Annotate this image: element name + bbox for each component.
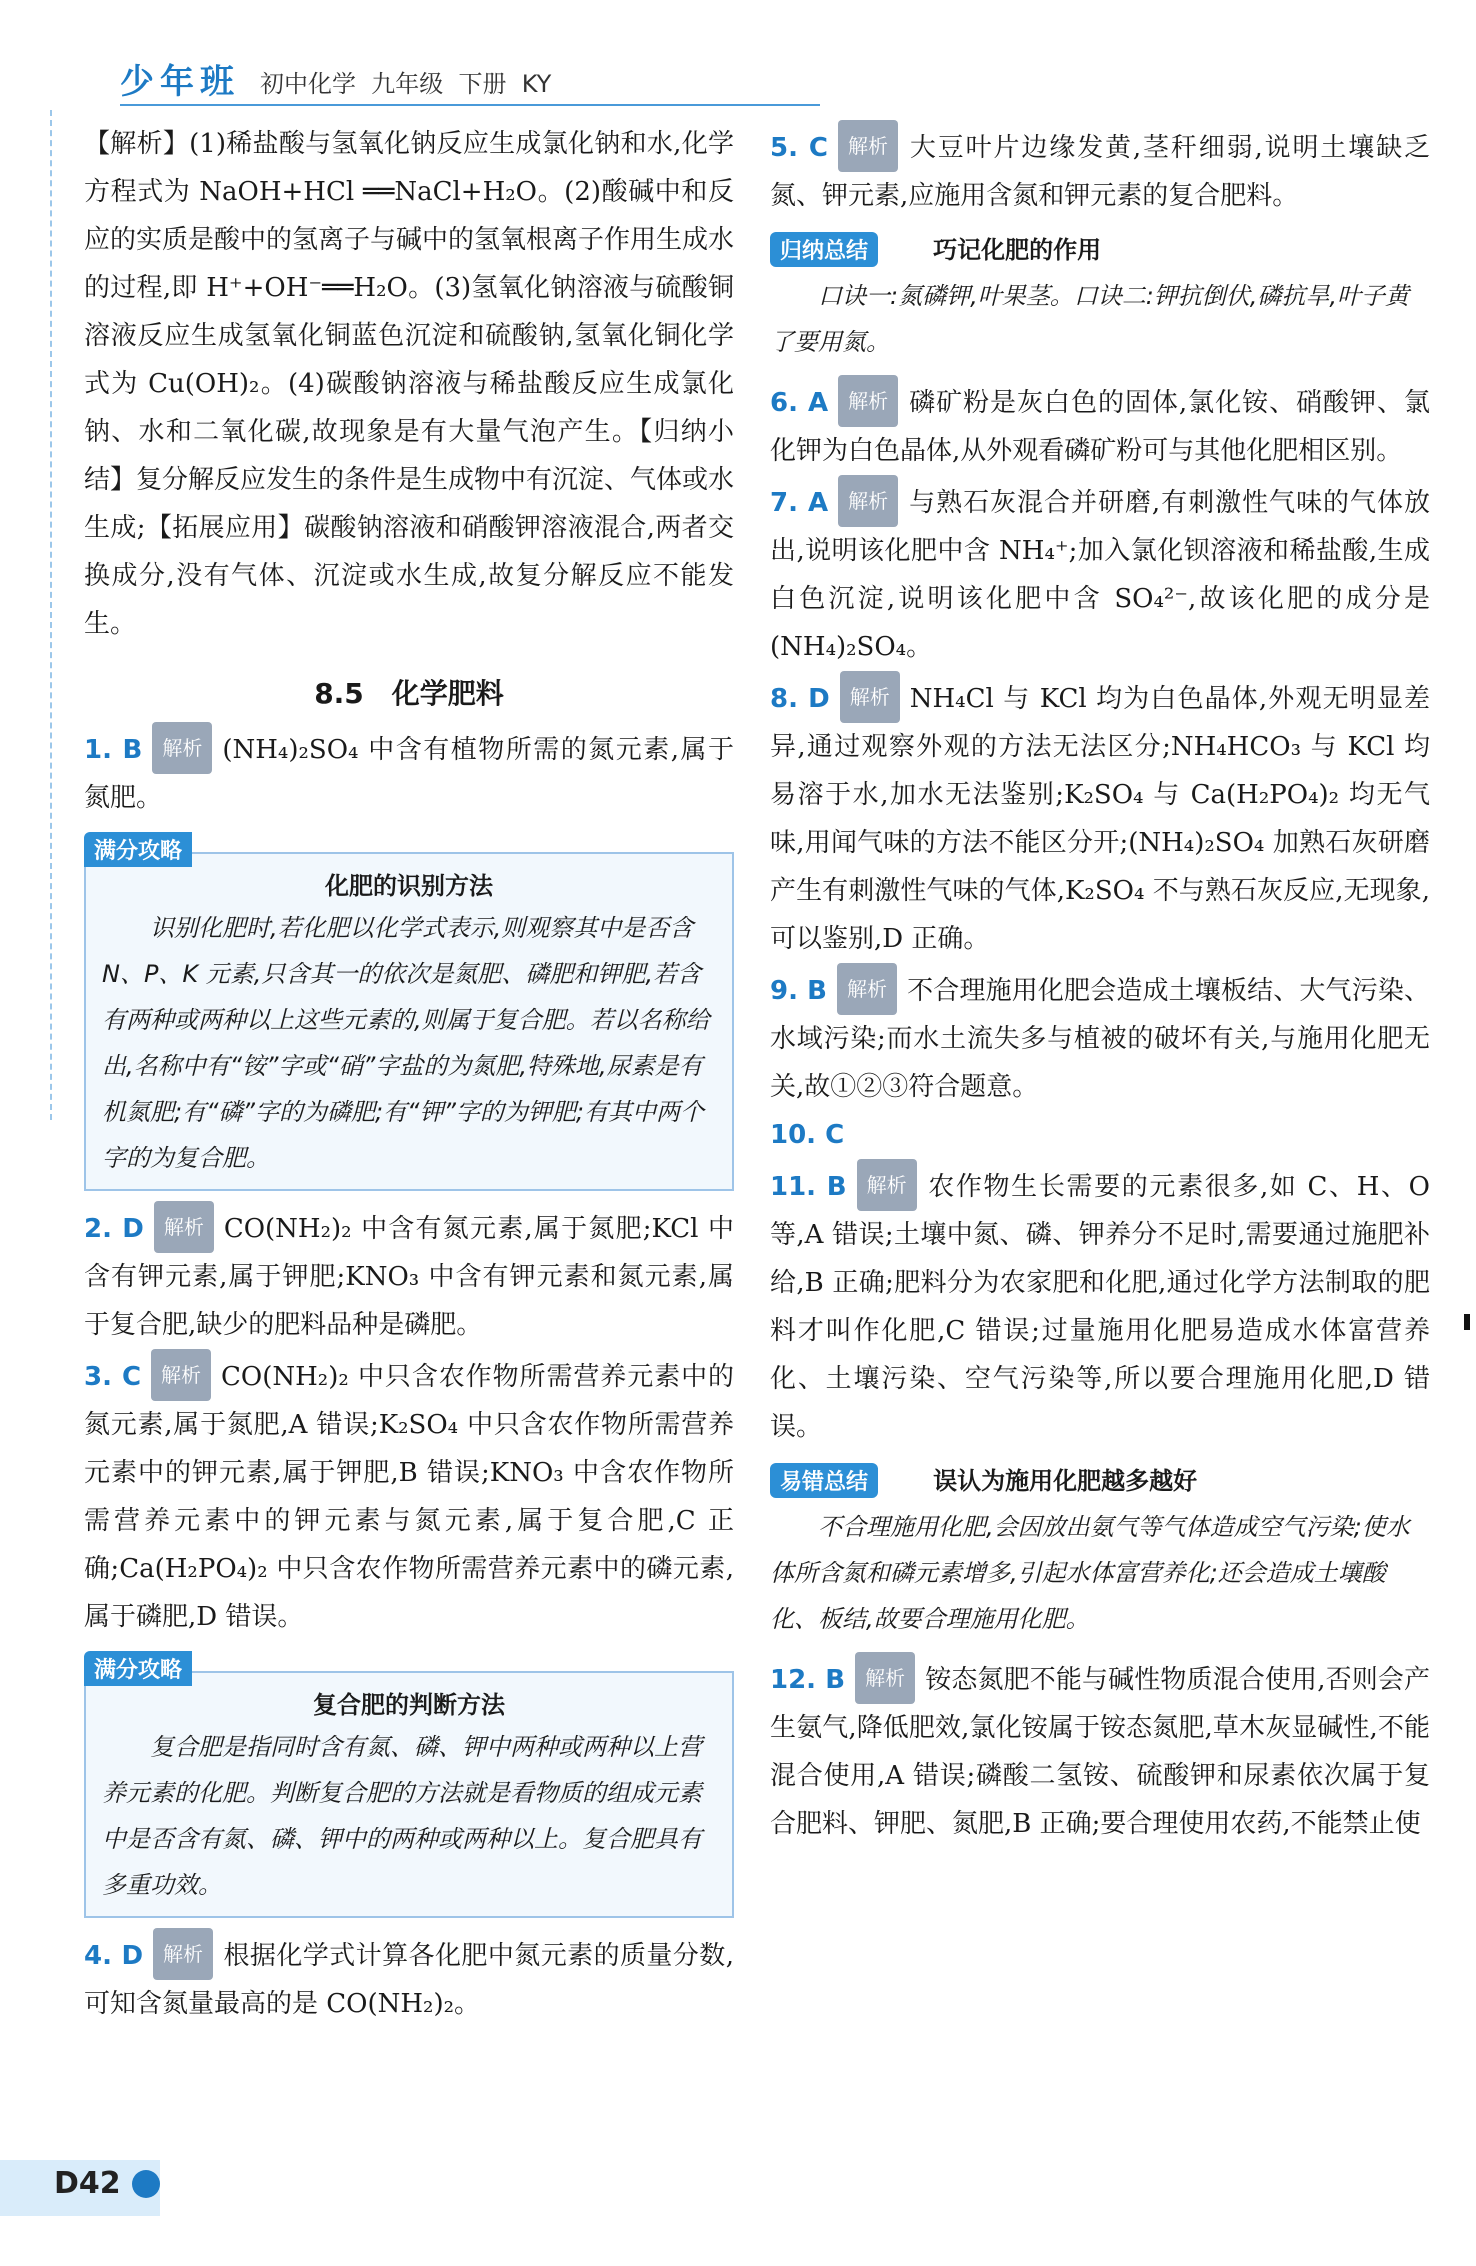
summary-body: 口诀一:氮磷钾,叶果茎。口诀二:钾抗倒伏,磷抗旱,叶子黄了要用氮。 (770, 282, 1410, 356)
tip-box-2 (84, 1658, 734, 1918)
analysis-tag: 解析 (855, 1652, 915, 1704)
tip-title: 化肥的识别方法 (325, 872, 493, 900)
answer-7 (770, 475, 1430, 671)
answer-text: 根据化学式计算各化肥中氮元素的质量分数,可知含氮量最高的是 CO(NH₂)₂。 (84, 1941, 735, 2019)
answer-1 (84, 722, 734, 822)
summary-box-1 (770, 230, 1430, 365)
answer-text: 与熟石灰混合并研磨,有刺激性气味的气体放出,说明该化肥中含 NH₄⁺;加入氯化钡溶液和稀盐酸,生成白色沉淀,说明该化肥中含 SO₄²⁻,故该化肥的成分是(NH₄)₂SO₄。 (770, 488, 1430, 662)
answer-num: 10. C (770, 1120, 845, 1150)
answer-text: CO(NH₂)₂ 中含有氮元素,属于氮肥;KCl 中含有钾元素,属于钾肥;KNO₃ 中含有钾元素和氮元素,属于复合肥,缺少的肥料品种是磷肥。 (84, 1214, 734, 1340)
answer-num: 5. C (770, 133, 828, 163)
answer-text: 磷矿粉是灰白色的固体,氯化铵、硝酸钾、氯化钾为白色晶体,从外观看磷矿粉可与其他化肥相区别。 (770, 388, 1430, 466)
tip-body: 复合肥是指同时含有氮、磷、钾中两种或两种以上营养元素的化肥。判断复合肥的方法就是看物质的组成元素中是否含有氮、磷、钾中的两种或两种以上。复合肥具有多重功效。 (102, 1733, 702, 1899)
summary-title: 误认为施用化肥越多越好 (933, 1467, 1198, 1495)
analysis-tag: 解析 (838, 375, 898, 427)
answer-num: 7. A (770, 488, 829, 518)
summary-title: 巧记化肥的作用 (933, 236, 1102, 264)
summary-label: 易错总结 (770, 1463, 878, 1498)
left-column (84, 120, 734, 2028)
analysis-tag: 解析 (837, 963, 897, 1015)
analysis-tag: 解析 (857, 1159, 917, 1211)
answer-num: 3. C (84, 1362, 142, 1392)
header-rule (120, 104, 820, 106)
answer-num: 2. D (84, 1214, 144, 1244)
summary-box-2 (770, 1461, 1430, 1642)
answer-9 (770, 963, 1430, 1111)
answer-3 (84, 1349, 734, 1641)
tip-body: 识别化肥时,若化肥以化学式表示,则观察其中是否含 N、P、K 元素,只含其一的依次是氮肥、磷肥和钾肥,若含有两种或两种以上这些元素的,则属于复合肥。若以名称给出,名称中有“铵”字或“硝”字盐的为氮肥,特殊地,尿素是有机氮肥;有“磷”字的为磷肥;有“钾”字的为钾肥;有其中两个字的为复合肥。 (102, 914, 710, 1172)
answer-text: NH₄Cl 与 KCl 均为白色晶体,外观无明显差异,通过观察外观的方法无法区分;NH₄HCO₃ 与 KCl 均易溶于水,加水无法鉴别;K₂SO₄ 与 Ca(H₂PO₄)₂ 均无气味,用闻气味的方法不能区分开;(NH₄)₂SO₄ 加熟石灰研磨产生有刺激性气味的气体,K₂SO₄ 不与熟石灰反应,无现象,可以鉴别,D 正确。 (770, 684, 1430, 954)
answer-4 (84, 1928, 734, 2028)
answer-text: 大豆叶片边缘发黄,茎秆细弱,说明土壤缺乏氮、钾元素,应施用含氮和钾元素的复合肥料。 (770, 133, 1430, 211)
answer-12 (770, 1652, 1430, 1848)
margin-rule (50, 110, 52, 1120)
intro-analysis: 【解析】(1)稀盐酸与氢氧化钠反应生成氯化钠和水,化学方程式为 NaOH+HCl ══NaCl+H₂O。(2)酸碱中和反应的实质是酸中的氢离子与碱中的氢氧根离子作用生成水的过程,即 H⁺+OH⁻══H₂O。(3)氢氧化钠溶液与硫酸铜溶液反应生成氢氧化铜蓝色沉淀和硫酸钠,氢氧化铜化学式为 Cu(OH)₂。(4)碳酸钠溶液与稀盐酸反应生成氯化钠、水和二氧化碳,故现象是有大量气泡产生。【归纳小结】复分解反应发生的条件是生成物中有沉淀、气体或水生成;【拓展应用】碳酸钠溶液和硝酸钾溶液混合,两者交换成分,没有气体、沉淀或水生成,故复分解反应不能发生。 (84, 129, 735, 639)
section-title: 8.5 化学肥料 (314, 677, 504, 710)
analysis-tag: 解析 (838, 475, 898, 527)
answer-num: 9. B (770, 976, 827, 1006)
brand-logo: 少年班 (120, 62, 240, 102)
tip-label: 满分攻略 (84, 832, 192, 867)
answer-text: CO(NH₂)₂ 中只含农作物所需营养元素中的氮元素,属于氮肥,A 错误;K₂SO₄ 中只含农作物所需营养元素中的钾元素,属于钾肥,B 错误;KNO₃ 中含农作物所需营养元素中的钾元素与氮元素,属于复合肥,C 正确;Ca(H₂PO₄)₂ 中只含农作物所需营养元素中的磷元素,属于磷肥,D 错误。 (84, 1362, 734, 1632)
answer-5 (770, 120, 1430, 220)
tip-title: 复合肥的判断方法 (313, 1691, 505, 1719)
analysis-tag: 解析 (153, 1928, 213, 1980)
answer-num: 1. B (84, 735, 143, 765)
book-info: 初中化学 九年级 下册 KY (260, 70, 552, 98)
answer-num: 11. B (770, 1172, 847, 1202)
answer-8 (770, 671, 1430, 963)
answer-text: 不合理施用化肥会造成土壤板结、大气污染、水域污染;而水土流失多与植被的破坏有关,与施用化肥无关,故①②③符合题意。 (770, 976, 1430, 1102)
answer-10 (770, 1111, 1430, 1159)
edge-marker (1464, 1314, 1470, 1330)
summary-label: 归纳总结 (770, 232, 878, 267)
analysis-tag: 解析 (838, 120, 898, 172)
page-number: D42 (54, 2166, 121, 2201)
answer-11 (770, 1159, 1430, 1451)
analysis-tag: 解析 (152, 722, 212, 774)
answer-num: 8. D (770, 684, 830, 714)
answer-6 (770, 375, 1430, 475)
answer-2 (84, 1201, 734, 1349)
answer-num: 12. B (770, 1665, 846, 1695)
answer-num: 4. D (84, 1941, 144, 1971)
tip-box-1 (84, 839, 734, 1191)
analysis-tag: 解析 (840, 671, 900, 723)
analysis-tag: 解析 (154, 1201, 214, 1253)
page-header (60, 54, 790, 110)
answer-num: 6. A (770, 388, 829, 418)
right-column (770, 120, 1430, 1848)
answer-text: 铵态氮肥不能与碱性物质混合使用,否则会产生氨气,降低肥效,氯化铵属于铵态氮肥,草木灰显碱性,不能混合使用,A 错误;磷酸二氢铵、硫酸钾和尿素依次属于复合肥料、钾肥、氮肥,B 正确;要合理使用农药,不能禁止使 (770, 1665, 1430, 1839)
analysis-tag: 解析 (151, 1349, 211, 1401)
tip-label: 满分攻略 (84, 1651, 192, 1686)
page-dot-icon (132, 2170, 160, 2198)
answer-text: (NH₄)₂SO₄ 中含有植物所需的氮元素,属于氮肥。 (84, 735, 734, 813)
answer-text: 农作物生长需要的元素很多,如 C、H、O 等,A 错误;土壤中氮、磷、钾养分不足时,需要通过施肥补给,B 正确;肥料分为农家肥和化肥,通过化学方法制取的肥料才叫作化肥,C 错误;过量施用化肥易造成水体富营养化、土壤污染、空气污染等,所以要合理施用化肥,D 错误。 (770, 1172, 1430, 1442)
summary-body: 不合理施用化肥,会因放出氨气等气体造成空气污染;使水体所含氮和磷元素增多,引起水体富营养化;还会造成土壤酸化、板结,故要合理施用化肥。 (770, 1513, 1410, 1633)
